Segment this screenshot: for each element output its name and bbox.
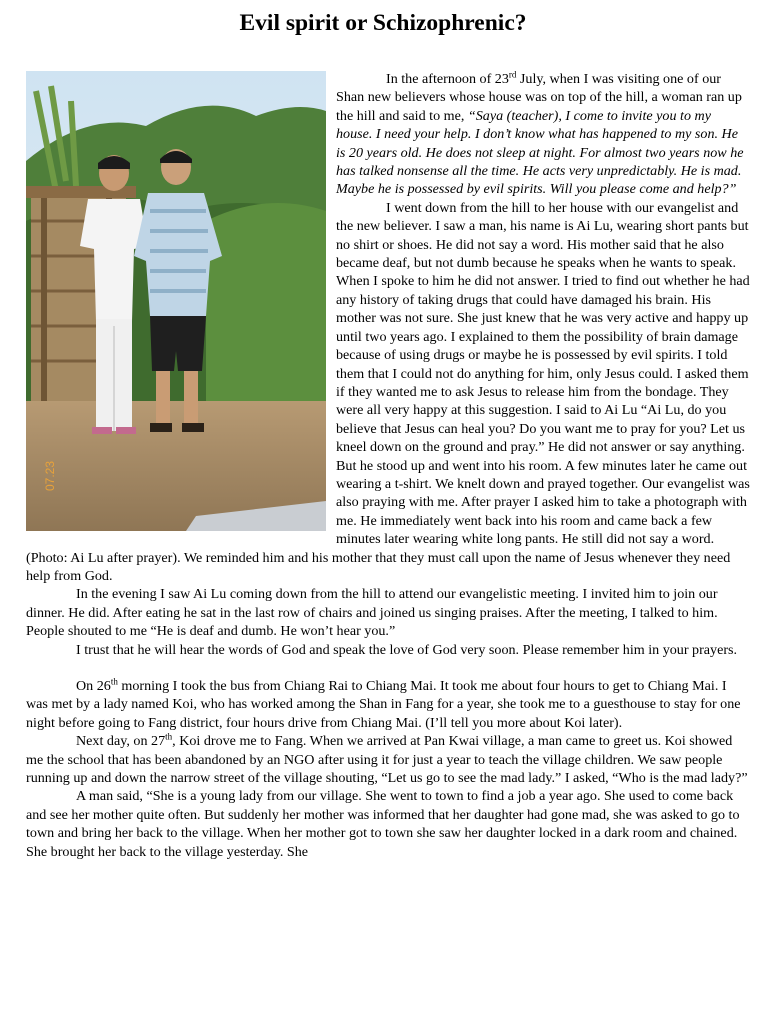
paragraph-1: In the afternoon of 23rd July, when I was visiting one of our Shan new believers whose house was on top of the hill, a woman ran up the hill and said to me, “Saya (teacher), I come to invite you to my house. I need your help. I don’t know what has happened to my son. He is 20 years old. He does not sleep at night. For almost two years now he has talked nonsense all the time. He acts very unpredictably. He is mad. Maybe he is possessed by evil spirits. Will you please come and help?”	[336, 69, 744, 198]
paragraph-2: I went down from the hill to her house with our evangelist and the new believer. I saw a man, his name is Ai Lu, wearing short pants but no shirt or shoes. He did not say a word. His mother said that he also became deaf, but not dumb because he speaks when he wants to speak. When I spoke to him he did not answer. I tried to find out whether he had any history of taking drugs that could have damaged his brain. His mother was not sure. She just knew that he was very active and happy up until two years ago. I explained to them the possibility of brain damage because of using drugs or maybe he is possessed by evil spirits. I told them that I could not do anything for him, only Jesus could. I asked them if they wanted me to ask Jesus to release him from the bondage. They were all very happy at this suggestion. I said to Ai Lu “Ai Lu, do you believe that Jesus can heal you? Do you want me to pray for you? Let us kneel down on the ground and pray.” He did not answer or say anything. But he stood up and went into his room. A few minutes later he came out wearing a t-shirt. We knelt down and prayed together. Our evangelist was also praying with me. After prayer I asked him to take a photograph with me. He immediately went back into his room and came back a few minutes later wearing white long pants. He still did not say a word. (Photo: Ai Lu after prayer). We reminded him and his mother that they must call upon the name of Jesus whenever they need help from God.	[26, 199, 750, 584]
page-title: Evil spirit or Schizophrenic?	[239, 10, 527, 36]
paragraph-4: I trust that he will hear the words of God and speak the love of God very soon. Please remember him in your prayers.	[76, 641, 738, 658]
paragraph-3: In the evening I saw Ai Lu coming down from the hill to attend our evangelistic meeting. I invited him to join our dinner. He did. After eating he sat in the last row of chairs and joined us singing praises. After the meeting, I talked to him. People shouted to me “He is deaf and dumb. He won’t hear you.”	[26, 586, 718, 640]
article-body	[26, 70, 750, 861]
paragraph-gap	[26, 659, 750, 677]
photo-ai-lu-and-author	[26, 71, 326, 531]
photo-image	[26, 71, 326, 531]
paragraph-7: A man said, “She is a young lady from our village. She went to town to find a job a year ago. She used to come back and see her mother quite often. But suddenly her mother was informed that her daughter had gone mad, she was asked to go to town and bring her back to the village. When her mother got to town she saw her daughter locked in a dark room and chained. She brought her back to the village yesterday. She	[26, 788, 740, 860]
photo-date-stamp: 07.23	[43, 460, 57, 491]
paragraph-6: Next day, on 27th, Koi drove me to Fang. When we arrived at Pan Kwai village, a man came to greet us. Koi showed me the school that has been abandoned by an NGO after using it for just a year to teach the village children. We saw people running up and down the narrow street of the village shouting, “Let us go to see the mad lady.” I asked, “Who is the mad lady?”	[26, 731, 748, 787]
paragraph-5: On 26th morning I took the bus from Chiang Rai to Chiang Mai. It took me about four hours to get to Chiang Mai. I was met by a lady named Koi, who has worked among the Shan in Fang for a year, she took me to a guesthouse to stay for one night before going to Fang district, four hours drive from Chiang Mai. (I’ll tell you more about Koi later).	[26, 676, 741, 731]
